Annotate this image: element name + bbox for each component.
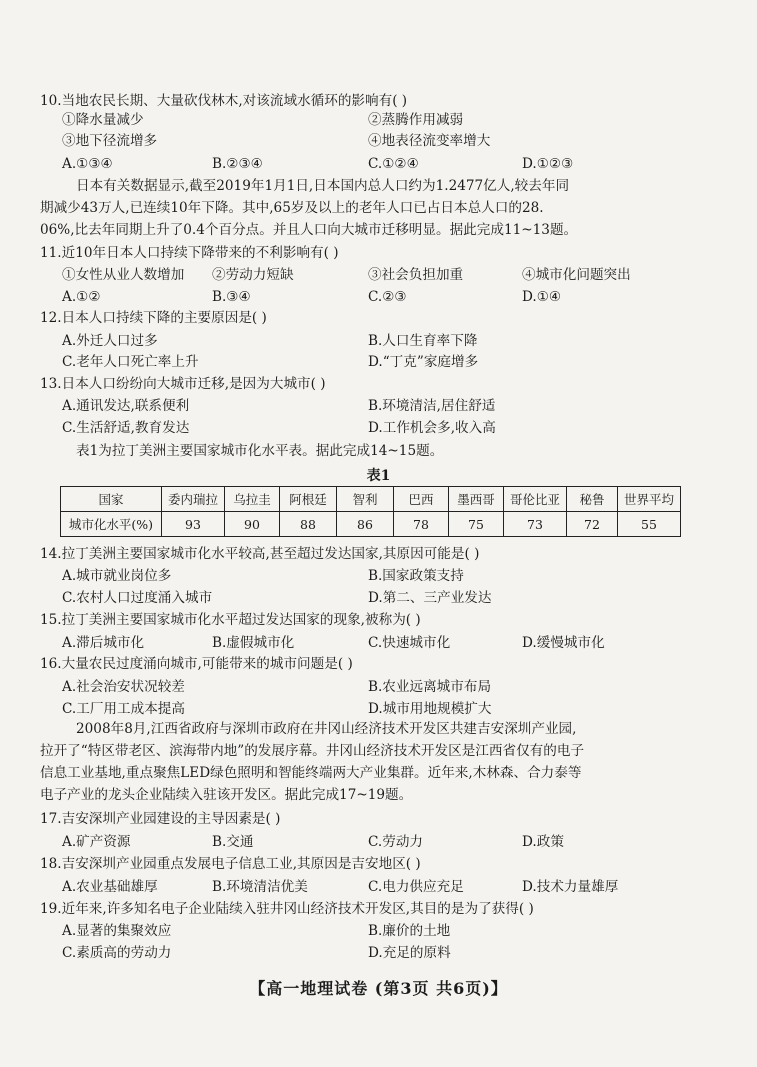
urbanization-table (60, 486, 681, 537)
q11-option-d: D.①④ (522, 289, 562, 305)
table-value-cell: 90 (225, 512, 280, 537)
table-data-row (61, 512, 681, 537)
q11-option-b: B.③④ (212, 289, 251, 305)
q16-option-b: B.农业远离城市布局 (368, 679, 492, 695)
q16-option-d: D.城市用地规模扩大 (368, 701, 492, 717)
table-header-row (61, 487, 681, 512)
q17-option-a: A.矿产资源 (62, 834, 131, 850)
q15-stem: 15.拉丁美洲主要国家城市化水平超过发达国家的现象,被称为( ) (40, 612, 421, 628)
q18-stem: 18.吉安深圳产业园重点发展电子信息工业,其原因是吉安地区( ) (40, 856, 421, 872)
q13-option-c: C.生活舒适,教育发达 (62, 420, 190, 436)
table-value-cell: 86 (337, 512, 394, 537)
q11-item-2: ②劳动力短缺 (212, 267, 294, 283)
q17-option-d: D.政策 (522, 834, 564, 850)
table-header-cell: 秘鲁 (567, 487, 618, 512)
table-header-cell: 哥伦比亚 (504, 487, 567, 512)
table-row-label: 城市化水平(%) (61, 512, 162, 537)
q15-option-b: B.虚假城市化 (212, 635, 295, 651)
q18-option-b: B.环境清洁优美 (212, 879, 308, 895)
passage2-line-3: 信息工业基地,重点聚焦LED绿色照明和智能终端两大产业集群。近年来,木林森、合力泰等 (40, 765, 582, 781)
q11-option-c: C.②③ (368, 289, 407, 305)
q12-option-a: A.外迁人口过多 (62, 333, 158, 349)
q16-stem: 16.大量农民过度涌向城市,可能带来的城市问题是( ) (40, 656, 353, 672)
q14-option-d: D.第二、三产业发达 (368, 590, 492, 606)
q13-option-a: A.通讯发达,联系便利 (62, 398, 190, 414)
q14-stem: 14.拉丁美洲主要国家城市化水平较高,甚至超过发达国家,其原因可能是( ) (40, 546, 480, 562)
q10-option-c: C.①②④ (368, 156, 419, 172)
q14-option-a: A.城市就业岗位多 (62, 568, 172, 584)
table-value-cell: 75 (449, 512, 504, 537)
table-header-cell: 巴西 (394, 487, 449, 512)
q11-item-4: ④城市化问题突出 (522, 267, 631, 283)
table-header-cell: 委内瑞拉 (162, 487, 225, 512)
q17-option-b: B.交通 (212, 834, 254, 850)
table-value-cell: 93 (162, 512, 225, 537)
passage2-line-1: 2008年8月,江西省政府与深圳市政府在井冈山经济技术开发区共建吉安深圳产业园, (76, 721, 577, 737)
table-value-cell: 88 (280, 512, 337, 537)
q19-option-a: A.显著的集聚效应 (62, 923, 172, 939)
q16-option-c: C.工厂用工成本提高 (62, 701, 185, 717)
page-footer: 【高一地理试卷 (第3页 共6页)】 (249, 979, 508, 998)
table-value-cell: 72 (567, 512, 618, 537)
table-header-cell: 世界平均 (618, 487, 681, 512)
q12-stem: 12.日本人口持续下降的主要原因是( ) (40, 310, 267, 326)
q12-option-b: B.人口生育率下降 (368, 333, 478, 349)
passage2-line-2: 拉开了“特区带老区、滨海带内地”的发展序幕。井冈山经济技术开发区是江西省仅有的电子 (40, 743, 585, 759)
q10-item-4: ④地表径流变率增大 (368, 133, 491, 149)
table-value-cell: 78 (394, 512, 449, 537)
q15-option-d: D.缓慢城市化 (522, 635, 605, 651)
q13-stem: 13.日本人口纷纷向大城市迁移,是因为大城市( ) (40, 376, 326, 392)
q15-option-a: A.滞后城市化 (62, 635, 145, 651)
table-caption: 表1 (366, 468, 391, 484)
q10-stem: 10.当地农民长期、大量砍伐林木,对该流域水循环的影响有( ) (40, 93, 408, 109)
q18-option-d: D.技术力量雄厚 (522, 879, 619, 895)
q18-option-c: C.电力供应充足 (368, 879, 464, 895)
q19-option-c: C.素质高的劳动力 (62, 945, 172, 961)
q13-option-d: D.工作机会多,收入高 (368, 420, 496, 436)
q11-item-3: ③社会负担加重 (368, 267, 464, 283)
table-value-cell: 73 (504, 512, 567, 537)
q10-item-2: ②蒸腾作用减弱 (368, 112, 464, 128)
q10-item-3: ③地下径流增多 (62, 133, 158, 149)
q10-item-1: ①降水量减少 (62, 112, 144, 128)
q19-option-d: D.充足的原料 (368, 945, 451, 961)
passage1-line-2: 期减少43万人,已连续10年下降。其中,65岁及以上的老年人口已占日本总人口的28. (40, 200, 544, 216)
q10-option-d: D.①②③ (522, 156, 574, 172)
q10-option-a: A.①③④ (62, 156, 113, 172)
q17-stem: 17.吉安深圳产业园建设的主导因素是( ) (40, 811, 281, 827)
q17-option-c: C.劳动力 (368, 834, 424, 850)
q15-option-c: C.快速城市化 (368, 635, 451, 651)
table-value-cell: 55 (618, 512, 681, 537)
q12-option-d: D.“丁克”家庭增多 (368, 354, 479, 370)
q19-stem: 19.近年来,许多知名电子企业陆续入驻井冈山经济技术开发区,其目的是为了获得( ) (40, 901, 534, 917)
table-intro: 表1为拉丁美洲主要国家城市化水平表。据此完成14~15题。 (76, 443, 444, 459)
q11-item-1: ①女性从业人数增加 (62, 267, 185, 283)
q10-option-b: B.②③④ (212, 156, 263, 172)
passage2-line-4: 电子产业的龙头企业陆续入驻该开发区。据此完成17~19题。 (40, 787, 413, 803)
table-header-cell: 智利 (337, 487, 394, 512)
table-header-cell: 阿根廷 (280, 487, 337, 512)
q12-option-c: C.老年人口死亡率上升 (62, 354, 199, 370)
table-header-cell: 国家 (61, 487, 162, 512)
table-header-cell: 乌拉圭 (225, 487, 280, 512)
q14-option-c: C.农村人口过度涌入城市 (62, 590, 213, 606)
passage1-line-3: 06%,比去年同期上升了0.4个百分点。并且人口向大城市迁移明显。据此完成11~13题。 (40, 222, 578, 238)
q16-option-a: A.社会治安状况较差 (62, 679, 185, 695)
q11-option-a: A.①② (62, 289, 101, 305)
q13-option-b: B.环境清洁,居住舒适 (368, 398, 496, 414)
q19-option-b: B.廉价的土地 (368, 923, 451, 939)
q18-option-a: A.农业基础雄厚 (62, 879, 158, 895)
q11-stem: 11.近10年日本人口持续下降带来的不利影响有( ) (40, 245, 339, 261)
q14-option-b: B.国家政策支持 (368, 568, 464, 584)
passage1-line-1: 日本有关数据显示,截至2019年1月1日,日本国内总人口约为1.2477亿人,较去年同 (76, 178, 570, 194)
table-header-cell: 墨西哥 (449, 487, 504, 512)
